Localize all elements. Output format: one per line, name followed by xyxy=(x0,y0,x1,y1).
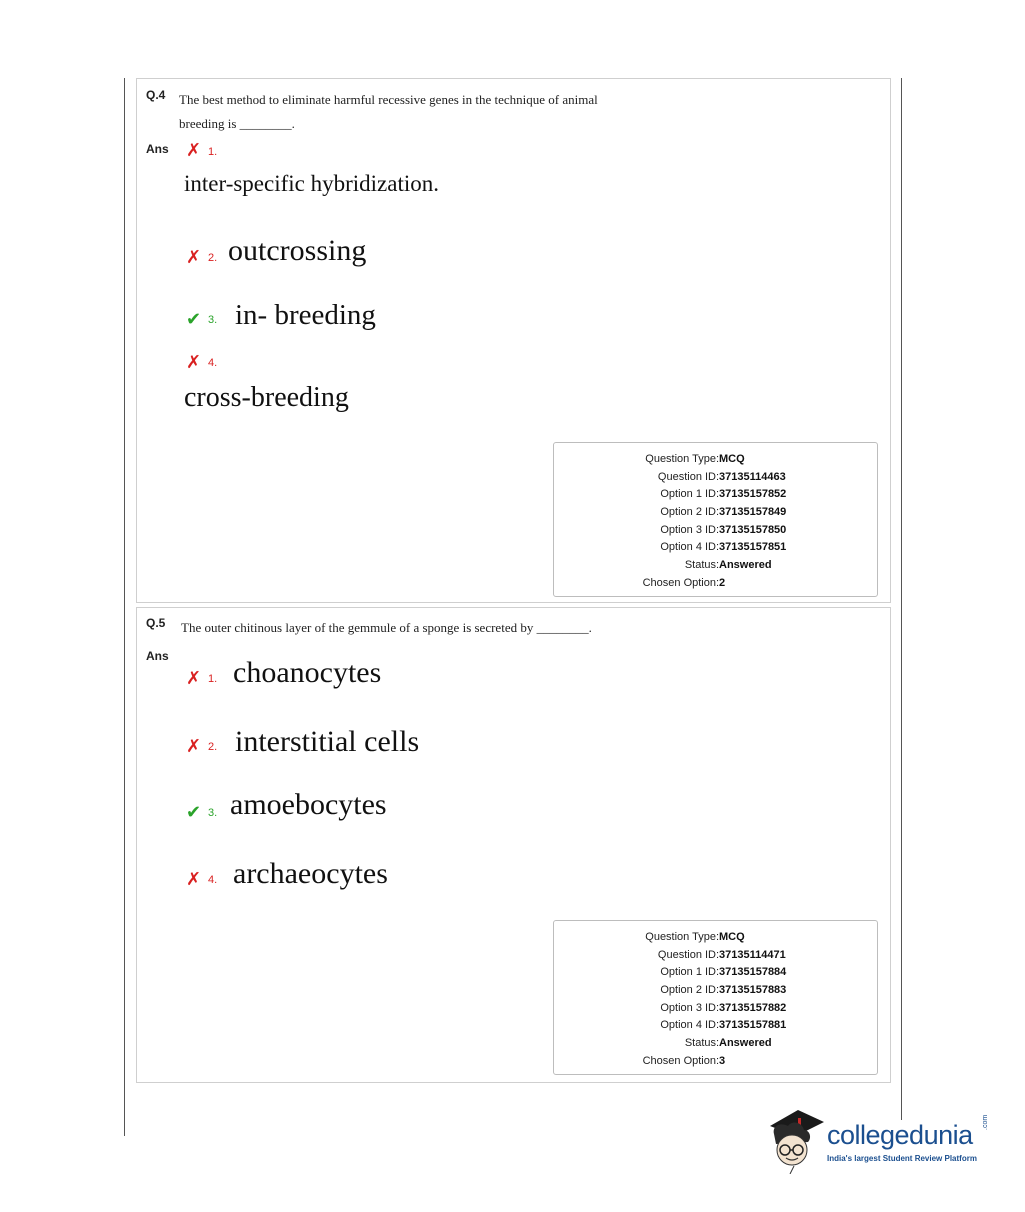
meta-value: 37135157851 xyxy=(719,541,787,553)
option-text: interstitial cells xyxy=(235,725,420,758)
meta-label: Question Type xyxy=(645,931,716,943)
logo-wordmark: collegedunia xyxy=(827,1120,973,1150)
meta-label: Chosen Option xyxy=(642,1055,716,1067)
wrong-cross-icon: ✗ xyxy=(186,668,202,689)
correct-check-icon: ✔ xyxy=(186,802,202,823)
meta-value: 37135114463 xyxy=(719,471,786,483)
option-text: outcrossing xyxy=(228,234,367,267)
meta-label: Option 4 ID xyxy=(660,541,716,553)
question-number: Q.5 xyxy=(146,616,166,630)
logo-domain-suffix: .com xyxy=(982,1114,989,1130)
question-number: Q.4 xyxy=(146,88,166,102)
meta-value: 37135157850 xyxy=(719,524,787,536)
page-right-rule xyxy=(901,78,902,1120)
question-text-line1: The best method to eliminate harmful recessive genes in the technique of animal xyxy=(179,92,598,107)
meta-label: Option 4 ID xyxy=(660,1019,716,1031)
meta-value: 37135157881 xyxy=(719,1019,787,1031)
correct-check-icon: ✔ xyxy=(186,309,202,330)
meta-value: MCQ xyxy=(719,931,745,943)
wrong-cross-icon: ✗ xyxy=(186,247,202,268)
meta-label: Status xyxy=(684,559,716,571)
option-text: inter-specific hybridization. xyxy=(184,171,439,196)
wrong-cross-icon: ✗ xyxy=(186,352,202,373)
question-meta-panel: Question Type : MCQ Question ID : 37135114471 Option 1 ID : 37135157884 Option 2 ID : 37135157883 Option 3 ID : 37135157882 Option 4 ID : 37135157881 Status : Answered Chosen Option : 3 xyxy=(553,920,878,1075)
wrong-cross-icon: ✗ xyxy=(186,869,202,890)
meta-value: 37135114471 xyxy=(719,949,786,961)
meta-value: 37135157852 xyxy=(719,488,787,500)
meta-value: MCQ xyxy=(719,453,745,465)
meta-label: Question Type xyxy=(645,453,716,465)
meta-label: Option 3 ID xyxy=(660,524,716,536)
option-number: 1. xyxy=(208,146,218,158)
wrong-cross-icon: ✗ xyxy=(186,140,202,161)
question-text-line2: breeding is ________. xyxy=(179,116,295,131)
option-number: 3. xyxy=(208,314,218,326)
meta-value: 37135157884 xyxy=(719,966,787,978)
meta-label: Option 2 ID xyxy=(660,984,716,996)
meta-value: 37135157849 xyxy=(719,506,787,518)
meta-label: Chosen Option xyxy=(642,577,716,589)
logo-tagline: India's largest Student Review Platform xyxy=(827,1154,977,1163)
option-text: cross-breeding xyxy=(184,382,349,413)
option-text: in- breeding xyxy=(235,299,376,331)
meta-label: Status xyxy=(684,1037,716,1049)
wrong-cross-icon: ✗ xyxy=(186,736,202,757)
meta-value: 3 xyxy=(719,1055,726,1067)
option-number: 3. xyxy=(208,807,218,819)
page-left-rule xyxy=(124,78,125,1136)
option-text: amoebocytes xyxy=(230,788,387,821)
meta-label: Question ID xyxy=(657,949,716,961)
graduate-mascot-icon xyxy=(768,1104,824,1174)
option-number: 4. xyxy=(208,357,218,369)
option-number: 2. xyxy=(208,741,218,753)
option-number: 4. xyxy=(208,874,218,886)
option-text: choanocytes xyxy=(233,656,382,689)
option-text: archaeocytes xyxy=(233,857,388,890)
meta-label: Option 2 ID xyxy=(660,506,716,518)
answer-label: Ans xyxy=(146,649,169,663)
meta-value: Answered xyxy=(719,559,772,571)
option-number: 1. xyxy=(208,673,218,685)
meta-value: 2 xyxy=(719,577,726,589)
question-text-line1: The outer chitinous layer of the gemmule of a sponge is secreted by ________. xyxy=(181,620,592,635)
meta-label: Option 1 ID xyxy=(660,966,716,978)
question-meta-panel: Question Type : MCQ Question ID : 37135114463 Option 1 ID : 37135157852 Option 2 ID : 37135157849 Option 3 ID : 37135157850 Option 4 ID : 37135157851 Status : Answered Chosen Option : 2 xyxy=(553,442,878,597)
answer-label: Ans xyxy=(146,142,169,156)
option-number: 2. xyxy=(208,252,218,264)
meta-label: Question ID xyxy=(657,471,716,483)
meta-value: 37135157882 xyxy=(719,1002,787,1014)
collegedunia-logo[interactable] xyxy=(768,1104,993,1174)
meta-value: 37135157883 xyxy=(719,984,787,996)
meta-label: Option 1 ID xyxy=(660,488,716,500)
meta-label: Option 3 ID xyxy=(660,1002,716,1014)
meta-value: Answered xyxy=(719,1037,772,1049)
